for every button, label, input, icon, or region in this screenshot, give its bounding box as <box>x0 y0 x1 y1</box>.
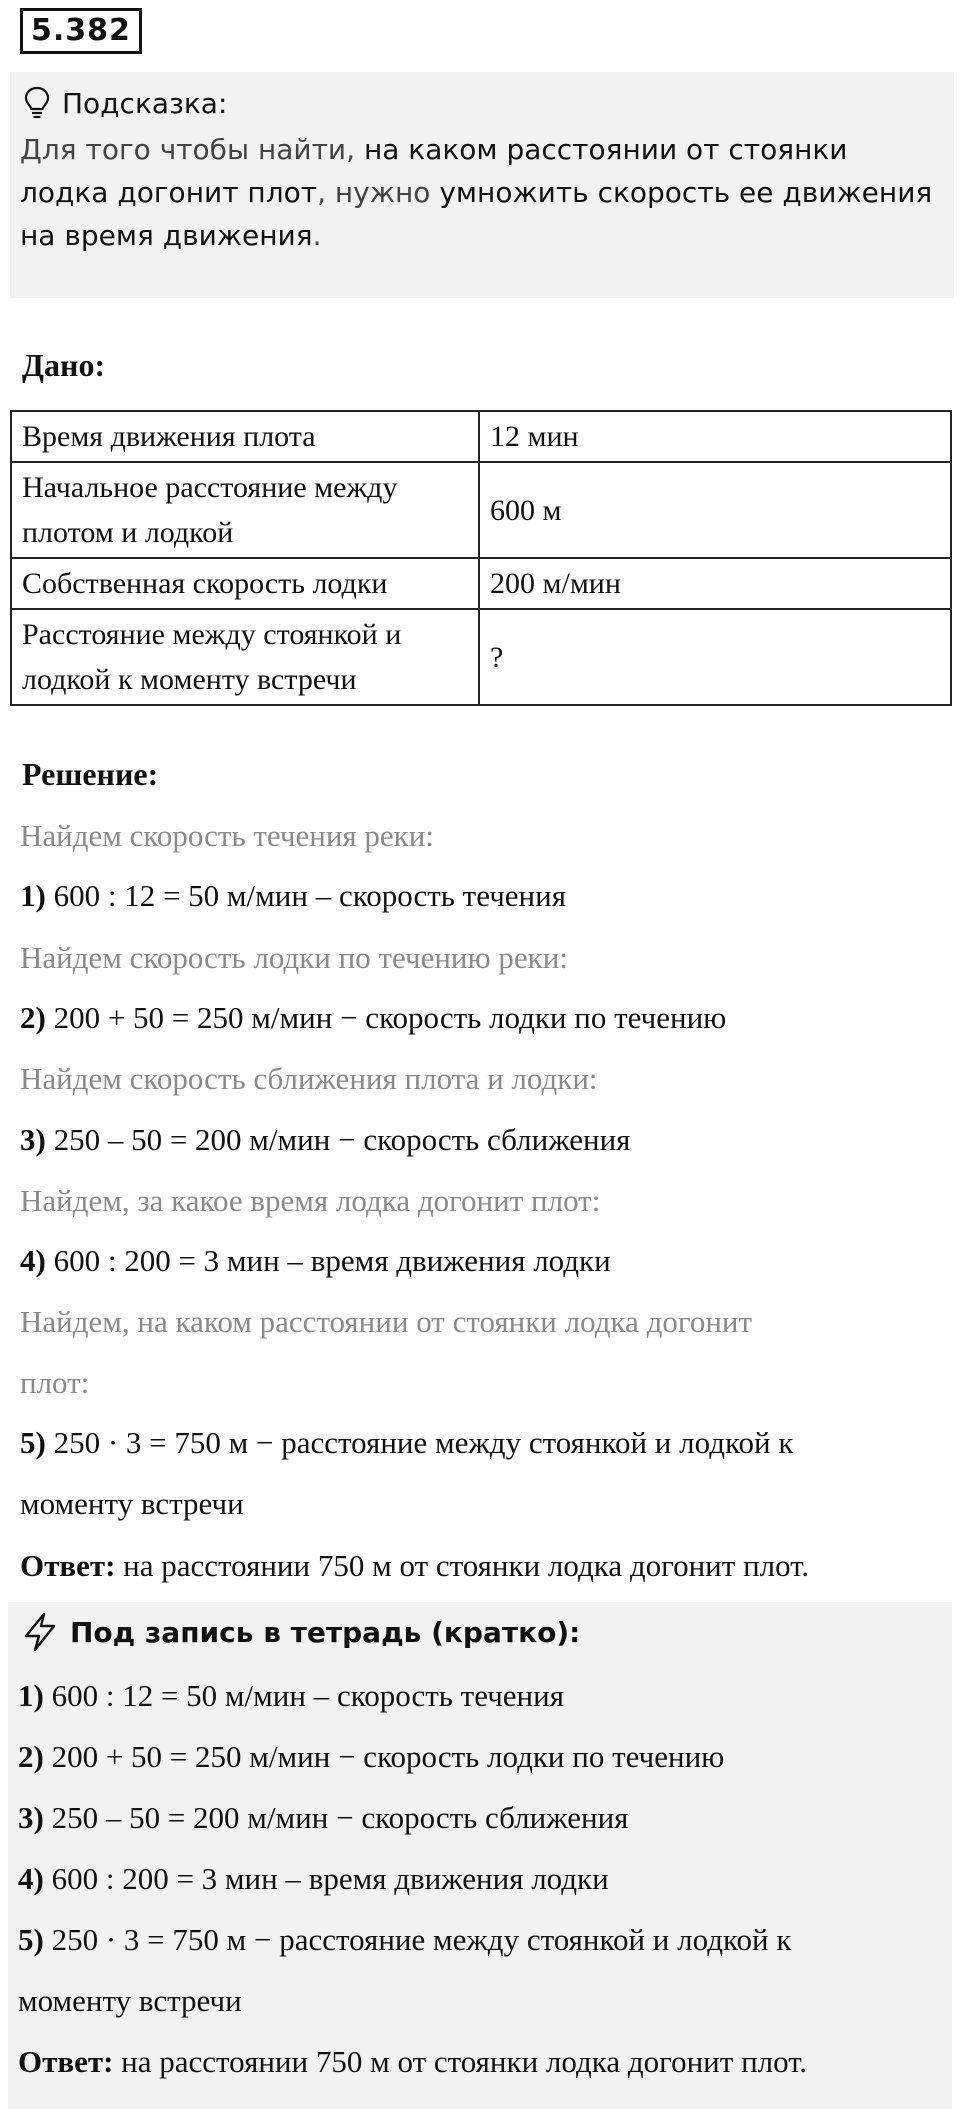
note-line: 4) 600 : 200 = 3 мин – время движения лодки <box>18 1861 609 1896</box>
step-line: 1) 600 : 12 = 50 м/мин – скорость течения <box>20 878 566 913</box>
short-notes-title: Под запись в тетрадь (кратко): <box>70 1615 581 1649</box>
note-line: 5) 250 · 3 = 750 м − расстояние между стоянкой и лодкой к <box>18 1922 792 1957</box>
short-notes-header <box>22 1612 580 1652</box>
table-cell: Собственная скорость лодки <box>11 558 479 609</box>
step-comment: Найдем скорость течения реки: <box>20 818 434 853</box>
table-row <box>11 411 951 462</box>
step-line-continued: моменту встречи <box>20 1486 244 1521</box>
note-line: 2) 200 + 50 = 250 м/мин − скорость лодки по течению <box>18 1739 725 1774</box>
short-notes-panel <box>8 1602 952 2109</box>
lightning-icon <box>22 1612 58 1652</box>
hint-text: Для того чтобы найти, на каком расстоянии от стоянки лодка догонит плот, нужно умножить скорость ее движения на время движения. <box>20 133 933 252</box>
table-row <box>11 462 951 558</box>
step-comment: Найдем скорость лодки по течению реки: <box>20 940 568 975</box>
solution-label: Решение: <box>22 756 159 792</box>
step-comment: Найдем, на каком расстоянии от стоянки лодка догонит <box>20 1304 753 1339</box>
given-table <box>10 410 952 706</box>
hint-header <box>24 86 227 120</box>
table-cell: Расстояние между стоянкой и лодкой к моменту встречи <box>11 609 479 705</box>
table-cell: Время движения плота <box>11 411 479 462</box>
table-cell: 200 м/мин <box>479 558 951 609</box>
note-line: 3) 250 – 50 = 200 м/мин − скорость сближения <box>18 1800 629 1835</box>
note-line-continued: моменту встречи <box>18 1983 242 2018</box>
hint-title: Подсказка: <box>62 86 228 120</box>
table-cell: 12 мин <box>479 411 951 462</box>
lightbulb-icon <box>24 86 50 120</box>
table-cell: 600 м <box>479 462 951 558</box>
step-line: 4) 600 : 200 = 3 мин – время движения лодки <box>20 1243 611 1278</box>
step-comment: Найдем, за какое время лодка догонит плот: <box>20 1183 601 1218</box>
task-number: 5.382 <box>20 8 142 54</box>
step-line: 2) 200 + 50 = 250 м/мин − скорость лодки по течению <box>20 1000 727 1035</box>
hint-panel <box>10 72 954 298</box>
table-cell: ? <box>479 609 951 705</box>
given-label: Дано: <box>22 347 106 383</box>
table-row <box>11 609 951 705</box>
step-comment: Найдем скорость сближения плота и лодки: <box>20 1061 598 1096</box>
table-cell: Начальное расстояние между плотом и лодкой <box>11 462 479 558</box>
answer-line: Ответ: на расстоянии 750 м от стоянки лодка догонит плот. <box>20 1548 810 1583</box>
answer-line: Ответ: на расстоянии 750 м от стоянки лодка догонит плот. <box>18 2044 808 2079</box>
step-comment: плот: <box>20 1365 90 1400</box>
table-row <box>11 558 951 609</box>
note-line: 1) 600 : 12 = 50 м/мин – скорость течения <box>18 1678 564 1713</box>
step-line: 5) 250 · 3 = 750 м − расстояние между стоянкой и лодкой к <box>20 1425 794 1460</box>
step-line: 3) 250 – 50 = 200 м/мин − скорость сближения <box>20 1122 631 1157</box>
